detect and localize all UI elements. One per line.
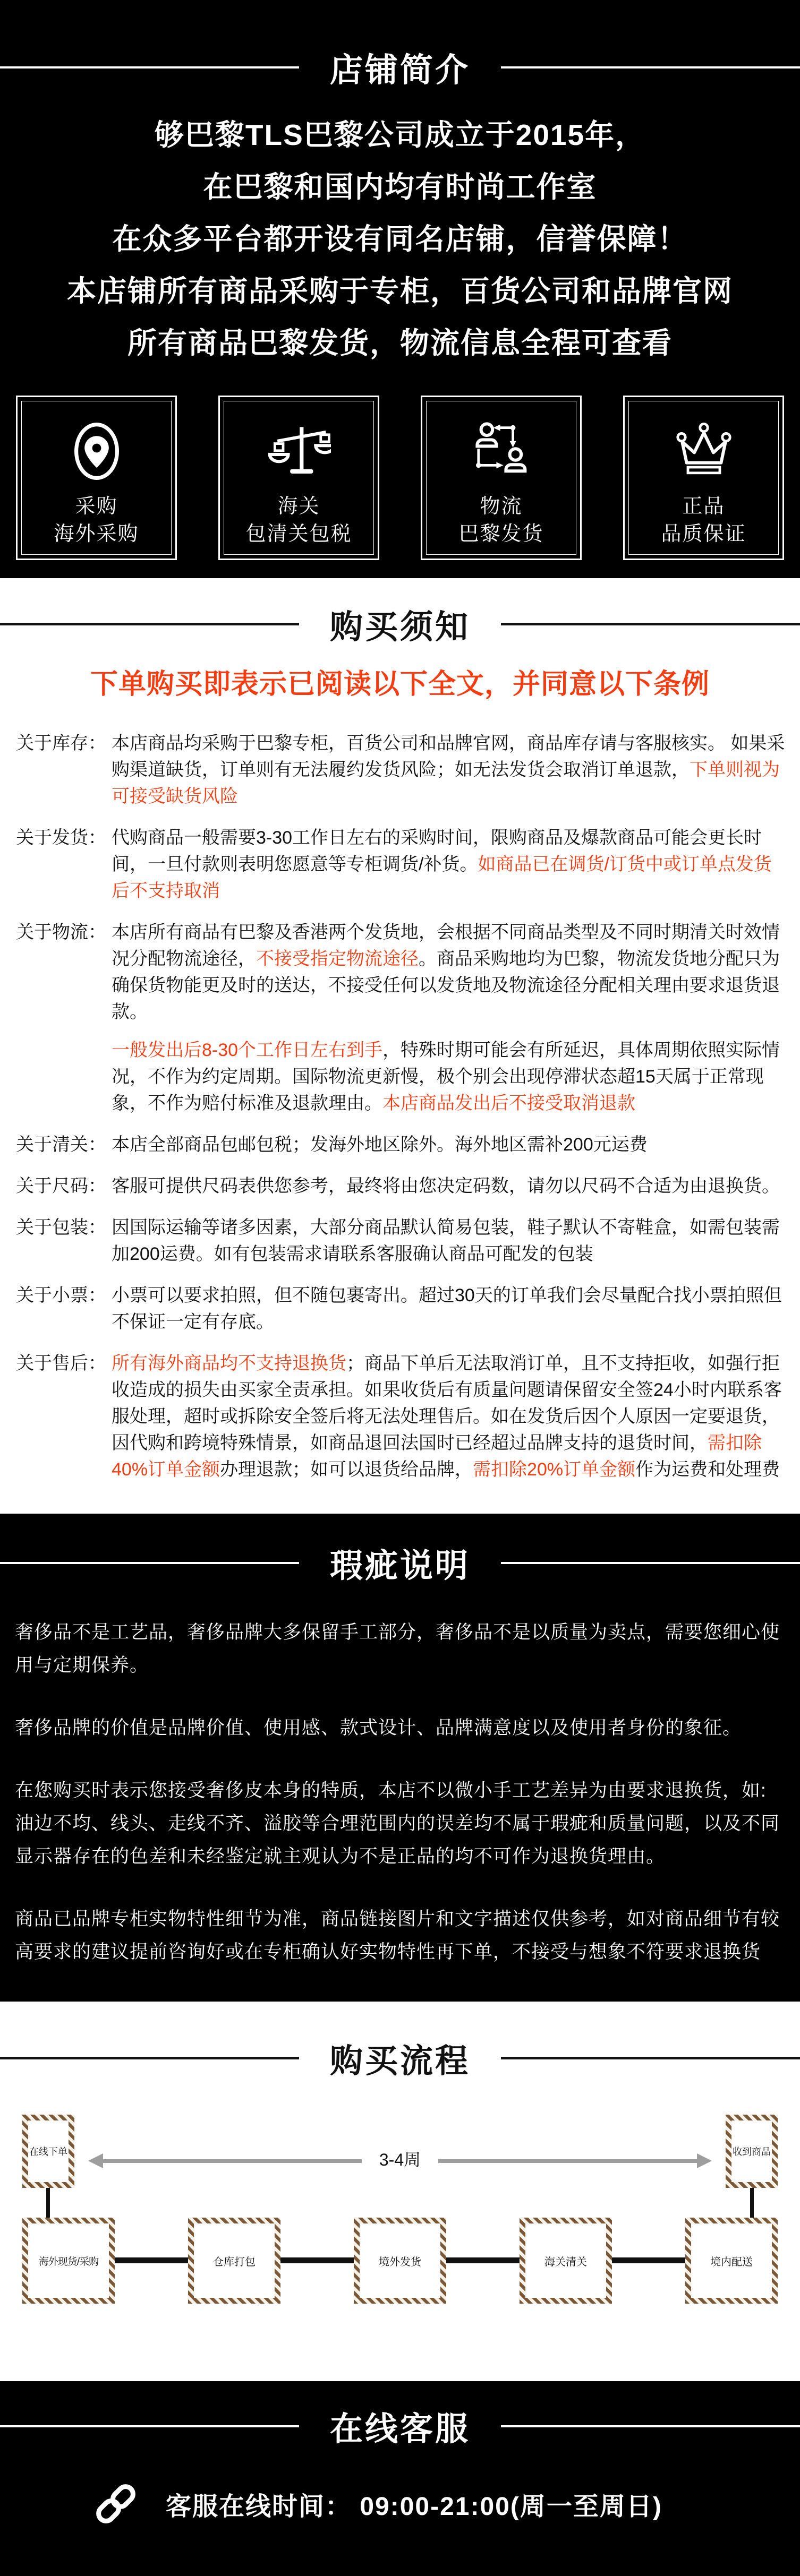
- feature-label-top: 采购: [75, 495, 118, 518]
- process-duration-label: 3-4周: [379, 2150, 421, 2169]
- connector-line: [750, 2187, 754, 2218]
- feature-label-bottom: 品质保证: [661, 523, 746, 545]
- feature-card-logistics: [421, 396, 582, 560]
- notice-item-text: 本店商品均采购于巴黎专柜，百货公司和品牌官网，商品库存请与客服核实。 如果采购渠道缺货，订单则有无法履约发货风险；如无法发货会取消订单退款，下单则视为可接受缺货风险: [112, 733, 785, 806]
- process-section: [0, 2002, 800, 2381]
- service-section: [0, 2381, 800, 2576]
- title-rule-left: [0, 2057, 299, 2059]
- defects-paragraph: 奢侈品不是工艺品，奢侈品牌大多保留手工部分，奢侈品不是以质量为卖点，需要您细心使用与定期保养。: [15, 1622, 780, 1676]
- service-row: [89, 2477, 800, 2530]
- feature-label-bottom: 海外采购: [54, 523, 139, 545]
- defects-title-row: [0, 1539, 800, 1586]
- shop-intro-text: [0, 109, 800, 369]
- scales-icon: [267, 417, 331, 485]
- notice-item-text: 本店所有商品有巴黎及香港两个发货地，会根据不同商品类型及不同时期清关时效情况分配物流途径，不接受指定物流途径。商品采购地均为巴黎，物流发货地分配只为确保货物能更及时的送达，不接受任何以发货地及物流途径分配相关理由要求退货退款。 一般发出后8-30个工作日左右到手，特殊时期可能会有所延迟，具体周期依照实际情况，不作为约定周期。国际物流更新慢，极个别会出现停滞状态超15天属于正常现象，不作为赔付标准及退款理由。本店商品发出后不接受取消退款: [112, 922, 780, 1113]
- feature-cards: [0, 396, 800, 560]
- defects-paragraph: 奢侈品牌的价值是品牌价值、使用感、款式设计、品牌满意度以及使用者身份的象征。: [15, 1718, 742, 1738]
- process-step-procure: 海外现货/采购: [22, 2218, 115, 2304]
- feature-card-purchase: [16, 396, 177, 560]
- intro-line: 在众多平台都开设有同名店铺，信誉保障！: [112, 222, 688, 255]
- defects-paragraph: 商品已品牌专柜实物特性细节为准，商品链接图片和文字描述仅供参考，如对商品细节有较高要求的建议提前咨询好或在专柜确认好实物特性再下单，不接受与想象不符要求退换货: [15, 1909, 780, 1962]
- feature-card-customs: [218, 396, 379, 560]
- crown-icon: [672, 417, 736, 485]
- intro-line: 所有商品巴黎发货，物流信息全程可查看: [127, 327, 673, 359]
- shop-intro-section: [0, 0, 800, 578]
- notice-item-text: 代购商品一般需要3-30工作日左右的采购时间，限购商品及爆款商品可能会更长时间，一旦付款则表明您愿意等专柜调货/补货。如商品已在调货/订货中或订单点发货后不支持取消: [112, 828, 772, 901]
- title-rule-left: [0, 1562, 299, 1564]
- defects-title: 瑕疵说明: [330, 1548, 471, 1584]
- notice-item-label: 关于售后：: [16, 1353, 106, 1373]
- process-step-customs-clear: 海关清关: [520, 2218, 612, 2304]
- service-title: 在线客服: [330, 2411, 471, 2448]
- title-rule-right: [501, 66, 800, 68]
- intro-line: 在巴黎和国内均有时尚工作室: [203, 170, 597, 203]
- defects-paragraph: 在您购买时表示您接受奢侈皮本身的特质，本店不以微小手工艺差异为由要求退换货，如:油边不均、线头、走线不齐、溢胶等合理范围内的误差均不属于瑕疵和质量问题，以及不同显示器存在的色差和未经鉴定就主观认为不是正品的均不可作为退换货理由。: [15, 1780, 780, 1867]
- process-step-domestic-delivery: 境内配送: [685, 2218, 778, 2304]
- shop-intro-title-row: [0, 44, 800, 91]
- purchase-notice-section: [0, 578, 800, 1514]
- notice-list: [0, 730, 800, 1483]
- intro-line: 本店铺所有商品采购于专柜，百货公司和品牌官网: [66, 274, 733, 307]
- notice-item-text: 因国际运输等诸多因素，大部分商品默认简易包装，鞋子默认不寄鞋盒，如需包装需加200运费。如有包装需求请联系客服确认商品可配发的包装: [112, 1217, 780, 1264]
- notice-item-text: 所有海外商品均不支持退换货；商品下单后无法取消订单，且不支持拒收，如强行拒收造成的损失由买家全责承担。如果收货后有质量问题请保留安全签24小时内联系客服处理，超时或拆除安全签后将无法处理售后。如在发货后因个人原因一定要退货，因代购和跨境特殊情景，如商品退回法国时已经超过品牌支持的退货时间，需扣除40%订单金额办理退款；如可以退货给品牌，需扣除20%订单金额作为运费和处理费: [112, 1353, 782, 1480]
- title-rule-left: [0, 623, 299, 625]
- process-step-receive: 收到商品: [726, 2115, 778, 2188]
- logistics-flow-icon: [470, 417, 533, 485]
- notice-item: [0, 730, 800, 810]
- notice-item-label: 关于物流：: [16, 922, 106, 942]
- notice-item-text: 客服可提供尺码表供您参考，最终将由您决定码数，请勿以尺码不合适为由退换货。: [112, 1176, 780, 1196]
- defects-section: [0, 1514, 800, 2002]
- shop-intro-title: 店铺简介: [330, 52, 471, 89]
- notice-item: [0, 825, 800, 904]
- feature-label-bottom: 包清关包税: [245, 523, 352, 545]
- purchase-notice-title: 购买须知: [330, 609, 471, 646]
- process-flowchart: [22, 2115, 778, 2304]
- process-title-row: [0, 2034, 800, 2082]
- process-step-order: 在线下单: [22, 2115, 74, 2188]
- title-rule-right: [501, 1562, 800, 1564]
- notice-item-label: 关于发货：: [16, 828, 106, 848]
- notice-item-label: 关于小票：: [16, 1285, 106, 1306]
- notice-item-label: 关于尺码：: [16, 1176, 106, 1196]
- title-rule-right: [501, 2425, 800, 2427]
- process-step-ship-abroad: 境外发货: [354, 2218, 446, 2304]
- notice-item: [0, 1214, 800, 1267]
- chain-link-icon: [89, 2477, 142, 2530]
- notice-item-text: 本店全部商品包邮包税；发海外地区除外。海外地区需补200元运费: [112, 1135, 648, 1155]
- title-rule-left: [0, 2425, 299, 2427]
- notice-item: [0, 919, 800, 1117]
- intro-line: 够巴黎TLS巴黎公司成立于2015年，: [154, 118, 646, 151]
- feature-label-top: 正品: [682, 495, 725, 518]
- process-step-pack: 仓库打包: [188, 2218, 280, 2304]
- title-rule-right: [501, 623, 800, 625]
- notice-item: [0, 1350, 800, 1483]
- title-rule-left: [0, 66, 299, 68]
- location-pin-icon: [65, 417, 129, 485]
- notice-item-label: 关于清关：: [16, 1135, 106, 1155]
- notice-item-text: 小票可以要求拍照，但不随包裹寄出。超过30天的订单我们会尽量配合找小票拍照但不保证一定有存底。: [112, 1285, 782, 1332]
- feature-label-top: 物流: [480, 495, 523, 518]
- notice-item-label: 关于库存：: [16, 733, 106, 753]
- service-title-row: [0, 2402, 800, 2450]
- notice-item-label: 关于包装：: [16, 1217, 106, 1238]
- notice-item: [0, 1131, 800, 1158]
- notice-item: [0, 1173, 800, 1199]
- title-rule-right: [501, 2057, 800, 2059]
- notice-headline: 下单购买即表示已阅读以下全文，并同意以下条例: [90, 669, 710, 700]
- notice-item: [0, 1282, 800, 1335]
- purchase-notice-title-row: [0, 600, 800, 648]
- process-title: 购买流程: [330, 2043, 471, 2080]
- connector-line: [46, 2187, 50, 2218]
- feature-label-top: 海关: [277, 495, 320, 518]
- feature-label-bottom: 巴黎发货: [458, 523, 544, 545]
- defects-paragraphs: [0, 1616, 800, 1969]
- service-hours: 客服在线时间： 09:00-21:00(周一至周日): [166, 2492, 662, 2521]
- feature-card-authentic: [623, 396, 784, 560]
